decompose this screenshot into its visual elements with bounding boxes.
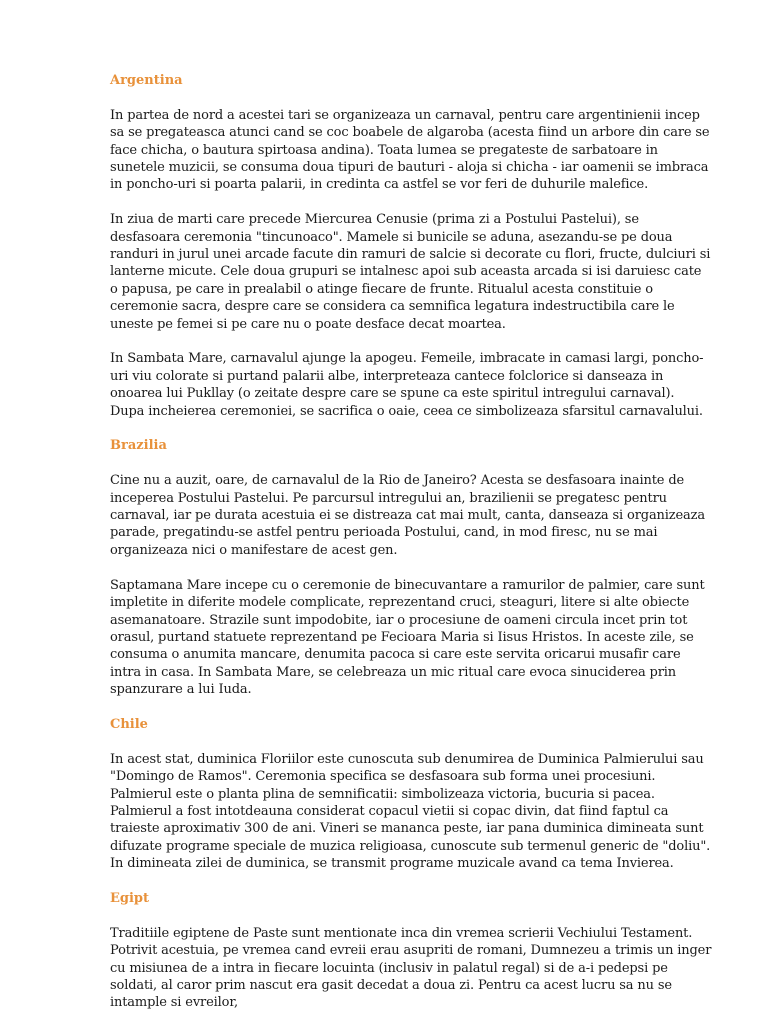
- paragraph: Saptamana Mare incepe cu o ceremonie de binecuvantare a ramurilor de palmier, care sunt impletite in diferite modele complicate, reprezentand cruci, steaguri, litere si alte obiecte asemanatoare. Strazile sunt impodobite, iar o procesiune de oameni circula incet prin tot orasul, purtand statuete reprezentand pe Fecioara Maria si Iisus Hristos. In aceste zile, se consuma o anumita mancare, denumita pacoca si care este servita oricarui musafir care intra in casa. In Sambata Mare, se celebreaza un mic ritual care evoca sinuciderea prin spanzurare a lui Iuda.: [110, 577, 705, 698]
- paragraph: Traditiile egiptene de Paste sunt mentionate inca din vremea scrierii Vechiului Testament. Potrivit acestuia, pe vremea cand evreii erau asupriti de romani, Dumnezeu a trimis un inger cu misiunea de a intra in fiecare locuinta (inclusiv in palatul regal) si de a-i pedepsi pe soldati, al caror prim nascut era gasit decedat a doua zi. Pentru ca acest lucru sa nu se intample si evreilor,: [110, 925, 712, 1011]
- section-heading-chile: Chile: [110, 716, 148, 732]
- paragraph: In acest stat, duminica Floriilor este cunoscuta sub denumirea de Duminica Palmierului sau "Domingo de Ramos". Ceremonia specifica se desfasoara sub forma unei procesiuni. Palmierul este o planta plina de semnificatii: simbolizeaza victoria, bucuria si pacea. Palmierul a fost intotdeauna considerat copacul vietii si copac divin, dat fiind faptul ca traieste aproximativ 300 de ani. Vineri se mananca peste, iar pana duminica dimineata sunt difuzate programe speciale de muzica religioasa, cunoscute sub termenul generic de "doliu". In dimineata zilei de duminica, se transmit programe muzicale avand ca tema Invierea.: [110, 751, 711, 872]
- paragraph: Cine nu a auzit, oare, de carnavalul de la Rio de Janeiro? Acesta se desfasoara inainte de inceperea Postului Pastelui. Pe parcursul intregului an, brazilienii se pregatesc pentru carnaval, iar pe durata acestuia ei se distreaza cat mai mult, canta, danseaza si organizeaza parade, pregatindu-se astfel pentru perioada Postului, cand, in mod firesc, nu se mai organizeaza nici o manifestare de acest gen.: [110, 473, 705, 558]
- paragraph: In ziua de marti care precede Miercurea Cenusie (prima zi a Postului Pastelui), se desfasoara ceremonia "tincunoaco". Mamele si bunicile se aduna, asezandu-se pe doua randuri in jurul unei arcade facute din ramuri de salcie si decorate cu flori, fructe, dulciuri si lanterne micute. Cele doua grupuri se intalnesc apoi sub aceasta arcada si isi daruiesc cate o papusa, pe care in prealabil o atinge fiecare de frunte. Ritualul acesta constituie o ceremonie sacra, despre care se considera ca semnifica legatura indestructibila care le uneste pe femei si pe care nu o poate desface decat moartea.: [110, 212, 711, 332]
- paragraph: In Sambata Mare, carnavalul ajunge la apogeu. Femeile, imbracate in camasi largi, poncho-uri viu colorate si purtand palarii albe, interpreteaza cantece folclorice si danseaza in onoarea lui Pukllay (o zeitate despre care se spune ca este spiritul intregului carnaval). Dupa incheierea ceremoniei, se sacrifica o oaie, ceea ce simbolizeaza sfarsitul carnavalului.: [110, 351, 704, 419]
- section-heading-brazilia: Brazilia: [110, 438, 167, 454]
- section-heading-egipt: Egipt: [110, 890, 150, 906]
- paragraph: In partea de nord a acestei tari se organizeaza un carnaval, pentru care argentinienii incep sa se pregateasca atunci cand se coc boabele de algaroba (acesta fiind un arbore din care se face chicha, o bautura spirtoasa andina). Toata lumea se pregateste de sarbatoare in sunetele muzicii, se consuma doua tipuri de bauturi - aloja si chicha - iar oamenii se imbraca in poncho-uri si poarta palarii, in credinta ca astfel se vor feri de duhurile malefice.: [110, 107, 710, 193]
- document-page: [110, 72, 712, 1012]
- section-heading-argentina: Argentina: [110, 73, 183, 88]
